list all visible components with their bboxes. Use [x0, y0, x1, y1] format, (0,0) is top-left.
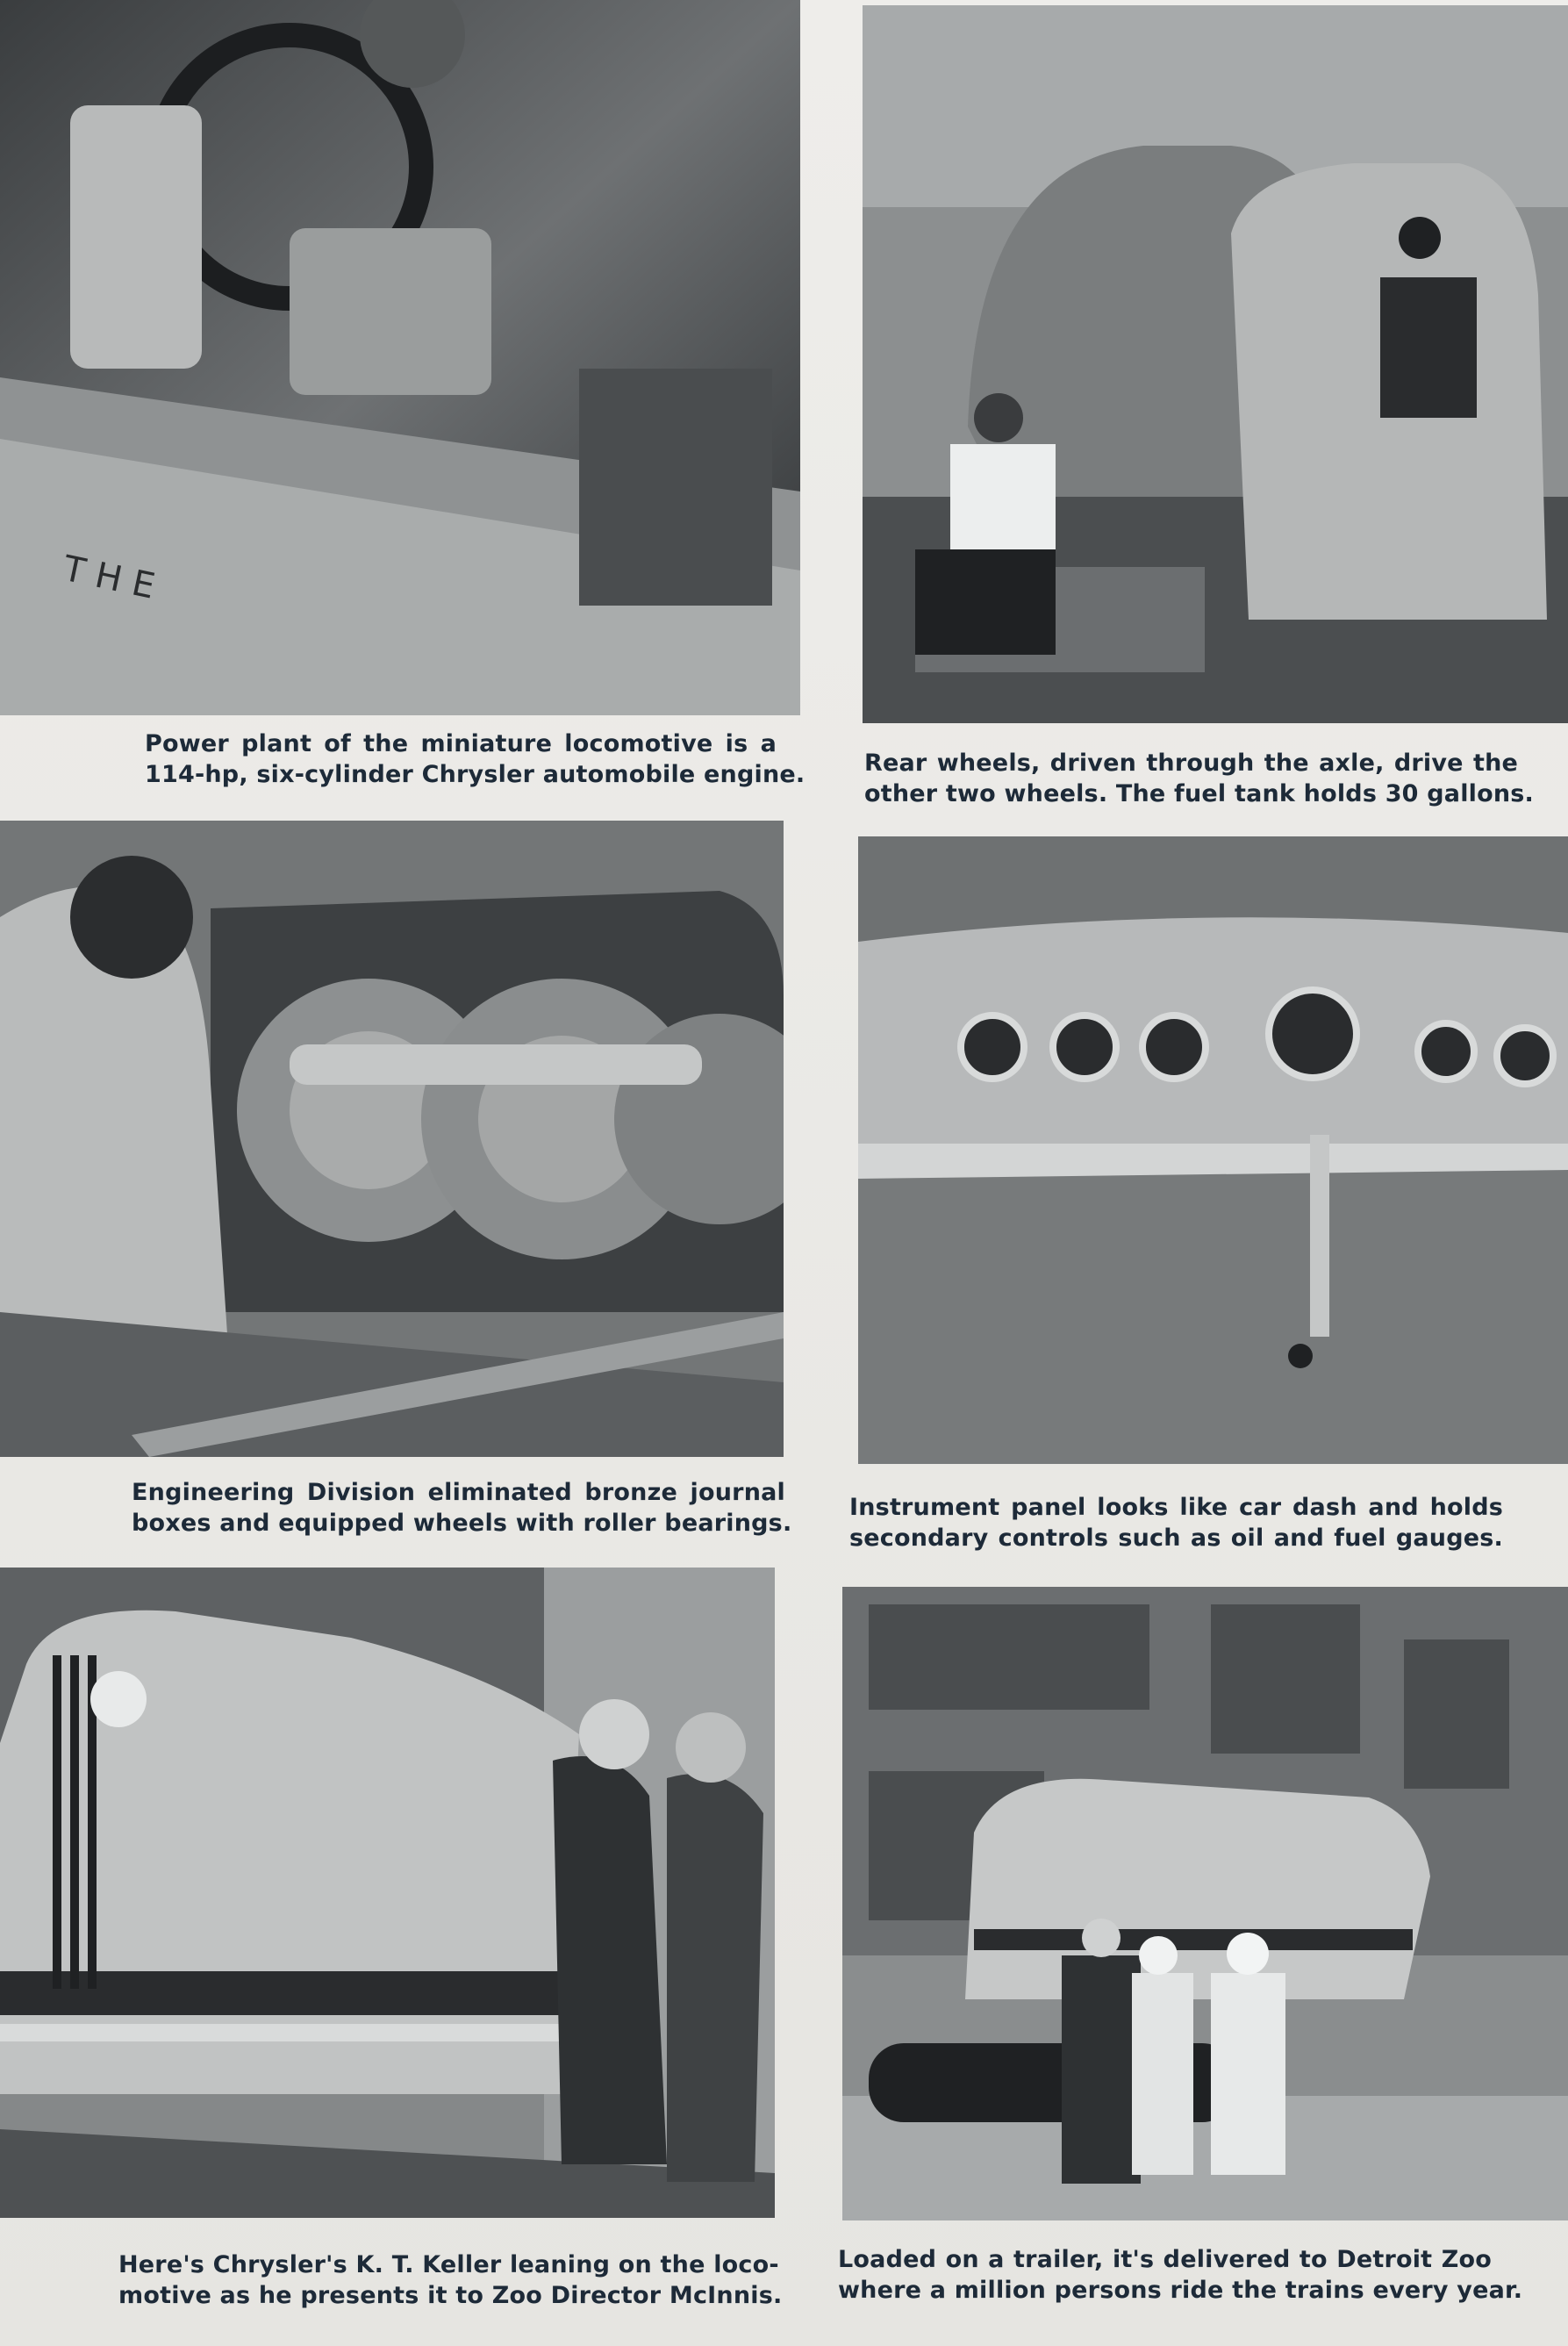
caption-line: motive as he presents it to Zoo Director McInnis. — [118, 2282, 783, 2309]
photo-trailer — [842, 1587, 1568, 2220]
caption-line: boxes and equipped wheels with roller bearings. — [132, 1510, 792, 1537]
photo-rear-wheels — [863, 5, 1568, 723]
caption-line: Rear wheels, driven through the axle, drive the — [864, 750, 1518, 777]
caption-trailer — [838, 2244, 1523, 2306]
photo-engine — [0, 0, 800, 715]
caption-line: 114-hp, six-cylinder Chrysler automobile engine. — [145, 761, 805, 788]
svg-text:T H E: T H E — [59, 548, 159, 607]
caption-keller — [118, 2249, 783, 2311]
caption-line: Power plant of the miniature locomotive is a — [145, 730, 777, 757]
caption-line: other two wheels. The fuel tank holds 30 gallons. — [864, 780, 1535, 807]
caption-line: Loaded on a trailer, it's delivered to Detroit Zoo — [838, 2246, 1492, 2273]
caption-engine — [145, 728, 805, 790]
caption-line: Engineering Division eliminated bronze journal — [132, 1479, 785, 1506]
caption-line: secondary controls such as oil and fuel gauges. — [849, 1525, 1503, 1552]
photo-keller — [0, 1568, 775, 2218]
photo-journal-boxes — [0, 821, 784, 1457]
caption-instrument-panel — [849, 1492, 1503, 1553]
photo-instrument-panel — [858, 836, 1568, 1464]
caption-line: where a million persons ride the trains every year. — [838, 2277, 1523, 2304]
caption-line: Instrument panel looks like car dash and holds — [849, 1494, 1503, 1521]
caption-line: Here's Chrysler's K. T. Keller leaning on the loco- — [118, 2251, 779, 2278]
caption-rear-wheels — [864, 748, 1535, 809]
caption-journal-boxes — [132, 1477, 792, 1539]
